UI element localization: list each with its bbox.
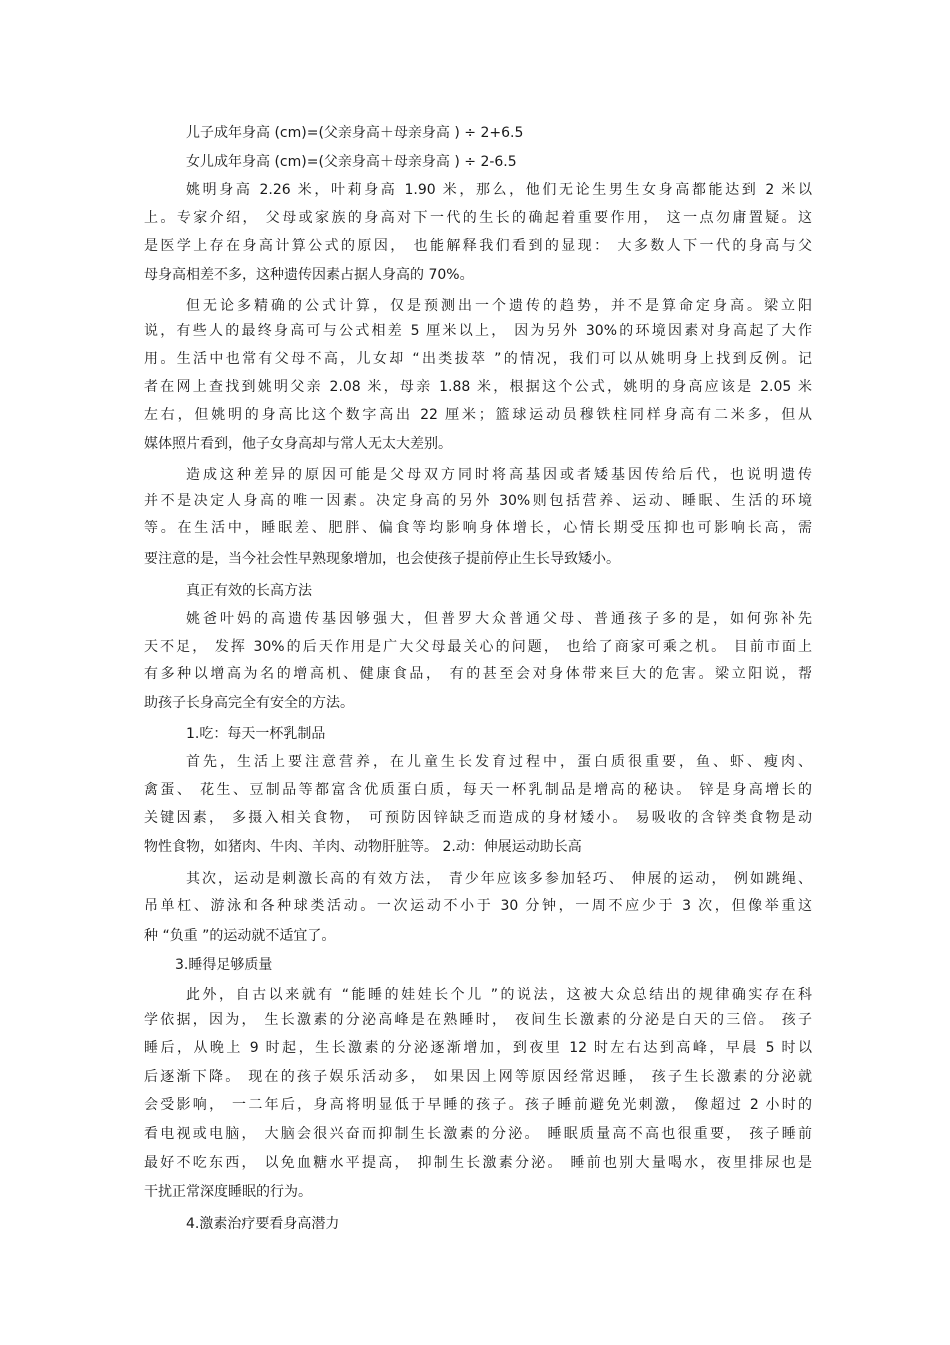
paragraph-line: 学依据，因为， 生长激素的分泌高峰是在熟睡时， 夜间生长激素的分泌是白天的三倍。 孩子	[144, 1012, 812, 1028]
paragraph-line: 种 “负重 ”的运动就不适宜了。	[144, 928, 336, 944]
paragraph-line: 看电视或电脑， 大脑会很兴奋而抑制生长激素的分泌。 睡眠质量高不高也很重要， 孩子睡前	[144, 1126, 812, 1142]
paragraph-line: 上。专家介绍， 父母或家族的身高对下一代的生长的确起着重要作用， 这一点勿庸置疑。这	[144, 210, 812, 226]
formula-daughter-height: 女儿成年身高 (cm)=(父亲身高＋母亲身高 ) ÷ 2-6.5	[186, 154, 517, 170]
subheading-sleep: 3.睡得足够质量	[175, 957, 273, 973]
subheading-eat: 1.吃：每天一杯乳制品	[186, 726, 326, 742]
paragraph-line: 者在网上查找到姚明父亲 2.08 米，母亲 1.88 米，根据这个公式，姚明的身高应该是 2.05 米	[144, 379, 812, 395]
paragraph-line: 但无论多精确的公式计算，仅是预测出一个遗传的趋势，并不是算命定身高。梁立阳	[186, 298, 812, 314]
paragraph-line: 助孩子长身高完全有安全的方法。	[144, 695, 354, 711]
paragraph-line: 最好不吃东西， 以免血糖水平提高， 抑制生长激素分泌。 睡前也别大量喝水，夜里排尿也是	[144, 1155, 812, 1171]
paragraph-line: 等。在生活中，睡眠差、肥胖、偏食等均影响身体增长，心情长期受压抑也可影响长高，需	[144, 520, 812, 536]
paragraph-line: 有多种以增高为名的增高机、健康食品， 有的甚至会对身体带来巨大的危害。梁立阳说，帮	[144, 666, 812, 682]
paragraph-line: 睡后，从晚上 9 时起，生长激素的分泌逐渐增加，到夜里 12 时左右达到高峰，早晨 5 时以	[144, 1040, 812, 1056]
paragraph-line: 并不是决定人身高的唯一因素。决定身高的另外 30%则包括营养、运动、睡眠、生活的环境	[144, 493, 812, 509]
subheading-hormone: 4.激素治疗要看身高潜力	[186, 1216, 340, 1232]
formula-son-height: 儿子成年身高 (cm)=(父亲身高＋母亲身高 ) ÷ 2+6.5	[186, 125, 524, 141]
paragraph-line: 首先，生活上要注意营养，在儿童生长发育过程中，蛋白质很重要，鱼、虾、瘦肉、	[186, 754, 812, 770]
paragraph-line: 后逐渐下降。 现在的孩子娱乐活动多， 如果因上网等原因经常迟睡， 孩子生长激素的分泌就	[144, 1069, 812, 1085]
paragraph-line: 是医学上存在身高计算公式的原因， 也能解释我们看到的显现： 大多数人下一代的身高与父	[144, 238, 812, 254]
paragraph-line: 媒体照片看到，他子女身高却与常人无太大差别。	[144, 436, 452, 452]
paragraph-line: 禽蛋、 花生、豆制品等都富含优质蛋白质，每天一杯乳制品是增高的秘诀。 锌是身高增长的	[144, 782, 812, 798]
paragraph-line: 干扰正常深度睡眠的行为。	[144, 1184, 312, 1200]
paragraph-line: 说，有些人的最终身高可与公式相差 5 厘米以上， 因为另外 30%的环境因素对身高起了大作	[144, 323, 812, 339]
paragraph-line: 姚明身高 2.26 米，叶莉身高 1.90 米，那么，他们无论生男生女身高都能达到 2 米以	[186, 182, 812, 198]
paragraph-line: 其次，运动是刺激长高的有效方法， 青少年应该多参加轻巧、 伸展的运动， 例如跳绳、	[186, 871, 812, 887]
paragraph-line: 物性食物，如猪肉、牛肉、羊肉、动物肝脏等。 2.动：伸展运动助长高	[144, 839, 582, 855]
paragraph-line: 吊单杠、游泳和各种球类活动。一次运动不小于 30 分钟，一周不应少于 3 次，但像举重这	[144, 898, 812, 914]
paragraph-line: 天不足， 发挥 30%的后天作用是广大父母最关心的问题， 也给了商家可乘之机。 目前市面上	[144, 639, 812, 655]
paragraph-line: 用。生活中也常有父母不高，儿女却 “出类拔萃 ”的情况，我们可以从姚明身上找到反例。记	[144, 351, 812, 367]
paragraph-line: 关键因素， 多摄入相关食物， 可预防因锌缺乏而造成的身材矮小。 易吸收的含锌类食物是动	[144, 810, 812, 826]
paragraph-line: 此外，自古以来就有 “能睡的娃娃长个儿 ”的说法，这被大众总结出的规律确实存在科	[186, 987, 812, 1003]
paragraph-line: 左右，但姚明的身高比这个数字高出 22 厘米；篮球运动员穆铁柱同样身高有二米多，但从	[144, 407, 812, 423]
paragraph-line: 姚爸叶妈的高遗传基因够强大，但普罗大众普通父母、普通孩子多的是，如何弥补先	[186, 611, 812, 627]
paragraph-line: 母身高相差不多，这种遗传因素占据人身高的 70%。	[144, 267, 474, 283]
paragraph-line: 造成这种差异的原因可能是父母双方同时将高基因或者矮基因传给后代，也说明遗传	[186, 467, 812, 483]
paragraph-line: 会受影响， 一二年后，身高将明显低于早睡的孩子。孩子睡前避免光刺激， 像超过 2 小时的	[144, 1097, 812, 1113]
section-heading: 真正有效的长高方法	[186, 583, 312, 599]
paragraph-line: 要注意的是，当今社会性早熟现象增加，也会使孩子提前停止生长导致矮小。	[144, 551, 620, 567]
